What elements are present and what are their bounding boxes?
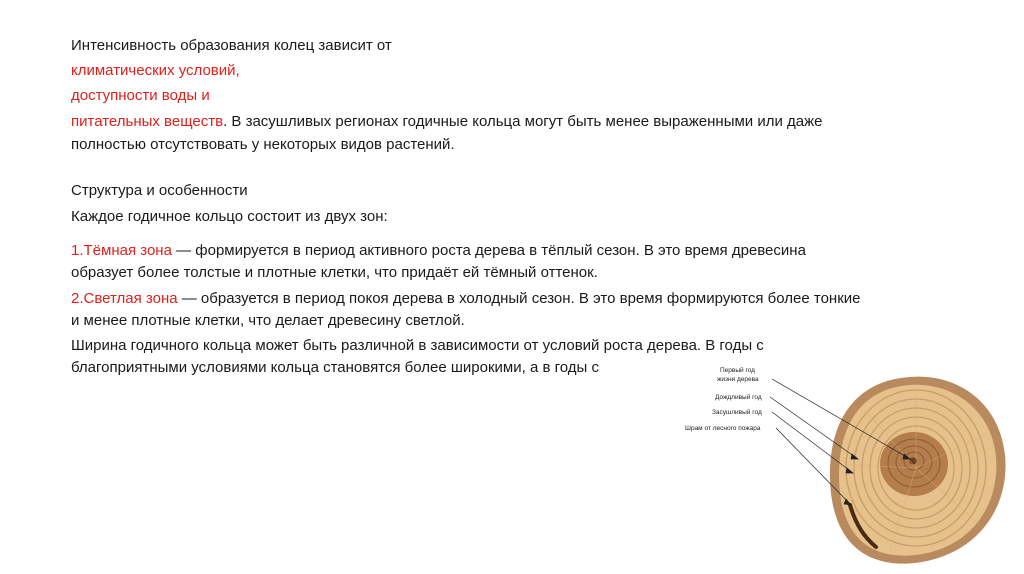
section-heading: Структура и особенности xyxy=(71,182,248,199)
dark-zone-text: — формируется в период активного роста дерева в тёплый сезон. В это время древесина xyxy=(171,242,806,259)
dark-zone-label: 1.Тёмная зона xyxy=(71,242,172,259)
factor-climate: климатических условий, xyxy=(71,62,240,79)
light-zone-text: — образуется в период покоя дерева в холодный сезон. В это время формируются более тонкие xyxy=(177,290,861,307)
intro-line: Интенсивность образования колец зависит от xyxy=(71,37,392,54)
tree-rings-figure xyxy=(660,355,1024,574)
light-zone-cont: и менее плотные клетки, что делает древесину светлой. xyxy=(71,312,465,329)
svg-text:Дождливый год: Дождливый год xyxy=(715,394,762,401)
svg-text:Первый год: Первый год xyxy=(720,367,755,374)
factor-water: доступности воды и xyxy=(71,87,210,104)
dark-zone-cont: образует более толстые и плотные клетки, что придаёт ей тёмный оттенок. xyxy=(71,264,598,281)
arid-regions-text: . В засушливых регионах годичные кольца могут быть менее выраженными или даже xyxy=(223,113,823,130)
light-zone-line xyxy=(71,289,860,308)
svg-text:Шрам от лесного пожара: Шрам от лесного пожара xyxy=(685,425,761,432)
factor-nutrients-line xyxy=(71,112,822,131)
factor-nutrients: питательных веществ xyxy=(71,113,224,130)
light-zone-label: 2.Светлая зона xyxy=(71,290,178,307)
svg-text:Засушливый год: Засушливый год xyxy=(712,409,762,416)
dark-zone-line xyxy=(71,241,806,260)
arid-regions-cont: полностью отсутствовать у некоторых видов растений. xyxy=(71,136,455,153)
two-zones-text: Каждое годичное кольцо состоит из двух зон: xyxy=(71,208,388,225)
ring-width-line2: благоприятными условиями кольца становятся более широкими, а в годы с xyxy=(71,359,599,376)
ring-width-line1: Ширина годичного кольца может быть различной в зависимости от условий роста дерева. В годы с xyxy=(71,337,764,354)
svg-text:жизни дерева: жизни дерева xyxy=(717,376,759,383)
